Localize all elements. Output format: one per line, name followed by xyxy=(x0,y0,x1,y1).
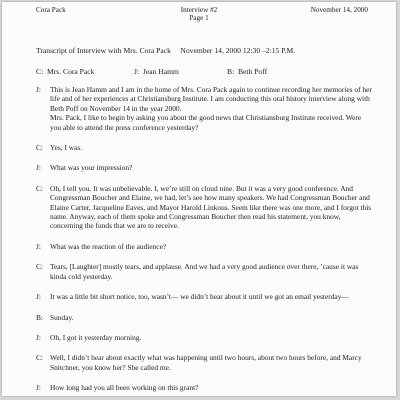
entry-paragraph: Sunday. xyxy=(50,312,74,322)
entry-text xyxy=(50,163,372,172)
entry-paragraph: Mrs. Pack, I like to begin by asking you about the good news that Christiansburg Institute received. Were you able to attend the press conference yesterday? xyxy=(50,113,362,132)
entry-paragraph: What was the reaction of the audience? xyxy=(50,241,167,251)
transcript-entry xyxy=(36,292,372,301)
entry-paragraph: Tears, [Laughter] mostly tears, and applause. And we had a very good audience over there, ’cause it was kinda cold yesterday. xyxy=(50,262,359,281)
entry-text xyxy=(50,242,372,251)
entry-paragraph: Oh, I got it yesterday morning. xyxy=(50,332,142,342)
speaker-label: B: xyxy=(36,312,43,322)
entry-paragraph: What was your impression? xyxy=(50,163,133,173)
speaker-label: J: xyxy=(36,292,41,302)
transcript-entry xyxy=(36,353,372,372)
speaker-label: C: xyxy=(36,262,43,272)
transcript-entry xyxy=(36,313,372,322)
entry-text xyxy=(50,143,372,152)
speaker-label: C: xyxy=(36,353,43,363)
transcript-body xyxy=(36,85,372,396)
participant-cora-pack: C: Mrs. Cora Pack xyxy=(36,67,95,76)
entry-text xyxy=(50,383,372,392)
entry-paragraph: How long had you all been working on this grant? xyxy=(50,383,199,393)
participant-beth-poff: B: Beth Poff xyxy=(227,67,268,76)
entry-text xyxy=(50,353,372,372)
transcript-entry xyxy=(36,163,372,172)
entry-paragraph: Oh, I tell you. It was unbelievable. I, we’re still on cloud nine. But it was a very good conference. And Congressman Boucher and Elaine, we had, let’s see how many speakers. We had Congressman Boucher and Elaine Carter, Jacqueline Eaves, and Mayor Harold Linkous. Seem like there was one more, and I forgot this name. Anyway, each of them spoke and Congressman Boucher then read his statement, you know, concerning the funds that we are to receive. xyxy=(50,183,372,231)
entry-text xyxy=(50,292,372,301)
entry-text xyxy=(50,313,372,322)
speaker-label: C: xyxy=(36,183,43,193)
header-interview-number: Interview #2 xyxy=(180,6,218,14)
transcript-entry xyxy=(36,143,372,152)
header-interviewee: Cora Pack xyxy=(36,6,66,14)
transcript-entry xyxy=(36,85,372,132)
entry-paragraph: This is Jean Hamm and I am in the home of Mrs. Cora Pack again to continue recording her memories of her life and of her experiences at Christiansburg Institute. I am conducting this oral history interview along with Beth Poff on November 14 in the year 2000. xyxy=(50,85,372,113)
transcript-entry xyxy=(36,184,372,231)
speaker-label: J: xyxy=(36,332,41,342)
speaker-label: C: xyxy=(36,143,43,153)
entry-text xyxy=(50,184,372,231)
speaker-label: J: xyxy=(36,383,41,393)
participant-jean-hamm: J: Jean Hamm xyxy=(134,67,179,76)
transcript-entry xyxy=(36,333,372,342)
entry-paragraph: Well, I didn’t hear about exactly what was happening until two hours, about two hours before, and Marcy Snitchner, you know her? She called me. xyxy=(50,353,362,372)
transcript-page xyxy=(2,2,396,396)
entry-text xyxy=(50,85,372,132)
speaker-label: J: xyxy=(36,241,41,251)
transcript-title: Transcript of Interview with Mrs. Cora Pack November 14, 2000 12:30 –2:15 P.M. xyxy=(36,46,296,55)
entry-text xyxy=(50,262,372,281)
speaker-label: J: xyxy=(36,163,41,173)
speaker-label: J: xyxy=(36,85,41,94)
entry-paragraph: Yes, I was. xyxy=(50,143,83,153)
entry-text xyxy=(50,333,372,342)
entry-paragraph: It was a little bit short notice, too, wasn’t— we didn’t hear about it until we got an email yesterday— xyxy=(50,292,349,302)
transcript-entry xyxy=(36,383,372,392)
transcript-entry xyxy=(36,262,372,281)
header-page-number: Page 1 xyxy=(189,14,209,22)
transcript-entry xyxy=(36,242,372,251)
header-date: November 14, 2000 xyxy=(310,6,368,14)
